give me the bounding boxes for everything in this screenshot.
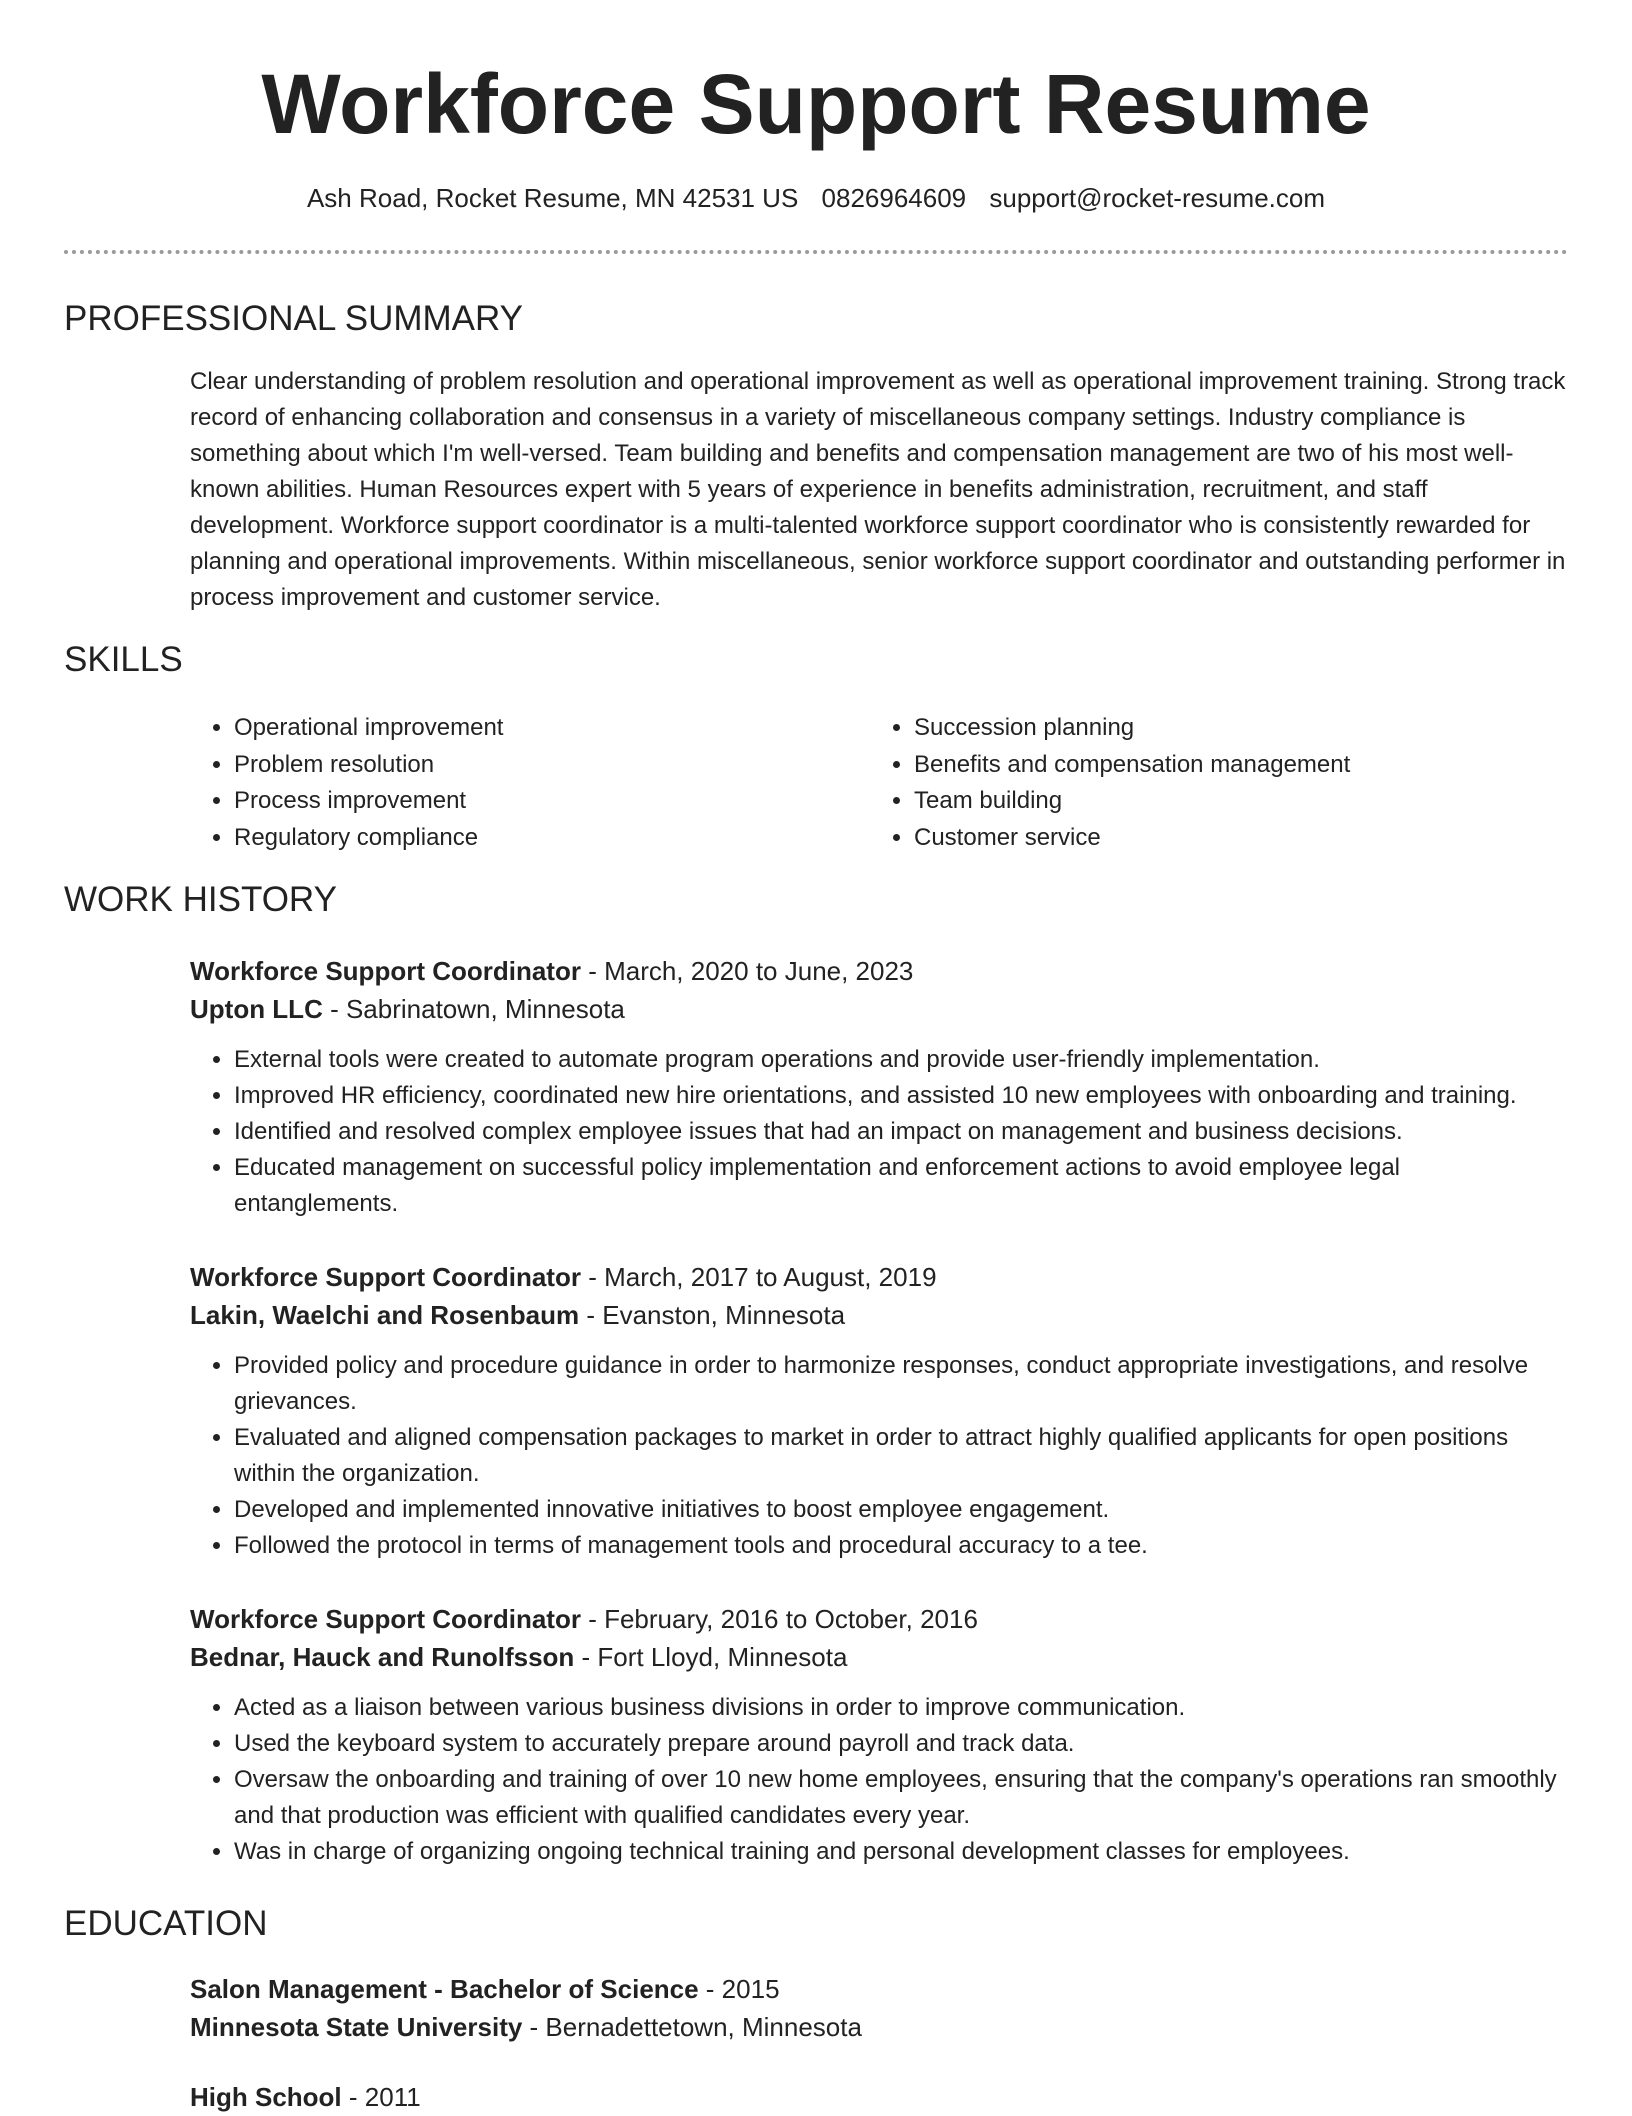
job-dates: - March, 2020 to June, 2023 [580, 956, 914, 986]
education-school-line [190, 2008, 1570, 2046]
education-year: - 2015 [698, 1974, 780, 2004]
skill-item: • Succession planning [914, 710, 1550, 747]
job-bullet: • Evaluated and aligned compensation packages to market in order to attract highly qualified applicants for open positions within the organization. [234, 1420, 1570, 1492]
section-title-skills: SKILLS [64, 640, 183, 679]
job-title-line [190, 1600, 1570, 1638]
education-entry [190, 1970, 1570, 2046]
job-company-line [190, 990, 1570, 1028]
education-degree: Salon Management - Bachelor of Science [190, 1974, 699, 2004]
skills-column-left [190, 710, 870, 856]
job-entry [190, 1258, 1570, 1564]
job-location: - Fort Lloyd, Minnesota [574, 1642, 848, 1672]
job-bullet: • Improved HR efficiency, coordinated new hire orientations, and assisted 10 new employees with onboarding and training. [234, 1078, 1570, 1114]
education-degree-line [190, 2078, 1570, 2116]
summary-text: Clear understanding of problem resolution and operational improvement as well as operational improvement training. Strong track record of enhancing collaboration and consensus in a variety of miscellaneous company settings. Industry compliance is something about which I'm well-versed. Team building and benefits and compensation management are two of his most well-known abilities. Human Resources expert with 5 years of experience in benefits administration, recruitment, and staff development. Workforce support coordinator is a multi-talented workforce support coordinator who is consistently rewarded for planning and operational improvements. Within miscellaneous, senior workforce support coordinator and outstanding performer in process improvement and customer service. [190, 368, 1566, 611]
contact-line [0, 180, 1632, 216]
job-location: - Evanston, Minnesota [579, 1300, 846, 1330]
job-bullet: • Was in charge of organizing ongoing technical training and personal development classes for employees. [234, 1834, 1570, 1870]
education-year: - 2011 [341, 2082, 421, 2112]
header-divider [64, 250, 1568, 254]
contact-email[interactable]: support@rocket-resume.com [989, 183, 1326, 213]
skill-item: • Team building [914, 783, 1550, 820]
job-company-line [190, 1296, 1570, 1334]
job-bullet: • Oversaw the onboarding and training of over 10 new home employees, ensuring that the company's operations ran smoothly and that production was efficient with qualified candidates every year. [234, 1762, 1570, 1834]
job-company: Bednar, Hauck and Runolfsson [190, 1642, 575, 1672]
education-degree-line [190, 1970, 1570, 2008]
section-title-education: EDUCATION [64, 1904, 268, 1943]
job-bullet: • Used the keyboard system to accurately prepare around payroll and track data. [234, 1726, 1570, 1762]
skill-item: • Process improvement [234, 783, 870, 820]
education-school: Minnesota State University [190, 2012, 523, 2042]
job-bullet: • Provided policy and procedure guidance in order to harmonize responses, conduct appropriate investigations, and resolve grievances. [234, 1348, 1570, 1420]
job-bullet: • Followed the protocol in terms of management tools and procedural accuracy to a tee. [234, 1528, 1570, 1564]
education-entry [190, 2078, 1570, 2116]
job-company: Lakin, Waelchi and Rosenbaum [190, 1300, 580, 1330]
job-bullets [190, 1042, 1570, 1222]
job-company-line [190, 1638, 1570, 1676]
job-bullets [190, 1690, 1570, 1870]
skill-item: • Customer service [914, 820, 1550, 857]
job-title: Workforce Support Coordinator [190, 1604, 581, 1634]
skill-item: • Operational improvement [234, 710, 870, 747]
job-bullet: • Educated management on successful policy implementation and enforcement actions to avoid employee legal entanglements. [234, 1150, 1570, 1222]
job-bullet: • Acted as a liaison between various business divisions in order to improve communication. [234, 1690, 1570, 1726]
contact-phone: 0826964609 [821, 183, 967, 213]
job-title: Workforce Support Coordinator [190, 1262, 581, 1292]
skills-column-right [870, 710, 1550, 856]
contact-address: Ash Road, Rocket Resume, MN 42531 US [306, 183, 799, 213]
job-bullets [190, 1348, 1570, 1564]
education-location: - Bernadettetown, Minnesota [522, 2012, 862, 2042]
skills-list [190, 710, 1570, 856]
job-title-line [190, 1258, 1570, 1296]
job-title: Workforce Support Coordinator [190, 956, 581, 986]
job-company: Upton LLC [190, 994, 323, 1024]
job-entry [190, 952, 1570, 1222]
education-degree: High School [190, 2082, 342, 2112]
section-title-work-history: WORK HISTORY [64, 880, 337, 919]
section-title-summary: PROFESSIONAL SUMMARY [64, 299, 523, 338]
job-location: - Sabrinatown, Minnesota [322, 994, 625, 1024]
resume-title: Workforce Support Resume [261, 57, 1371, 151]
job-bullet: • External tools were created to automate program operations and provide user-friendly implementation. [234, 1042, 1570, 1078]
job-dates: - February, 2016 to October, 2016 [580, 1604, 978, 1634]
job-bullet: • Developed and implemented innovative initiatives to boost employee engagement. [234, 1492, 1570, 1528]
skill-item: • Regulatory compliance [234, 820, 870, 857]
skill-item: • Benefits and compensation management [914, 747, 1550, 784]
job-dates: - March, 2017 to August, 2019 [580, 1262, 937, 1292]
job-title-line [190, 952, 1570, 990]
skill-item: • Problem resolution [234, 747, 870, 784]
job-entry [190, 1600, 1570, 1870]
job-bullet: • Identified and resolved complex employee issues that had an impact on management and business decisions. [234, 1114, 1570, 1150]
